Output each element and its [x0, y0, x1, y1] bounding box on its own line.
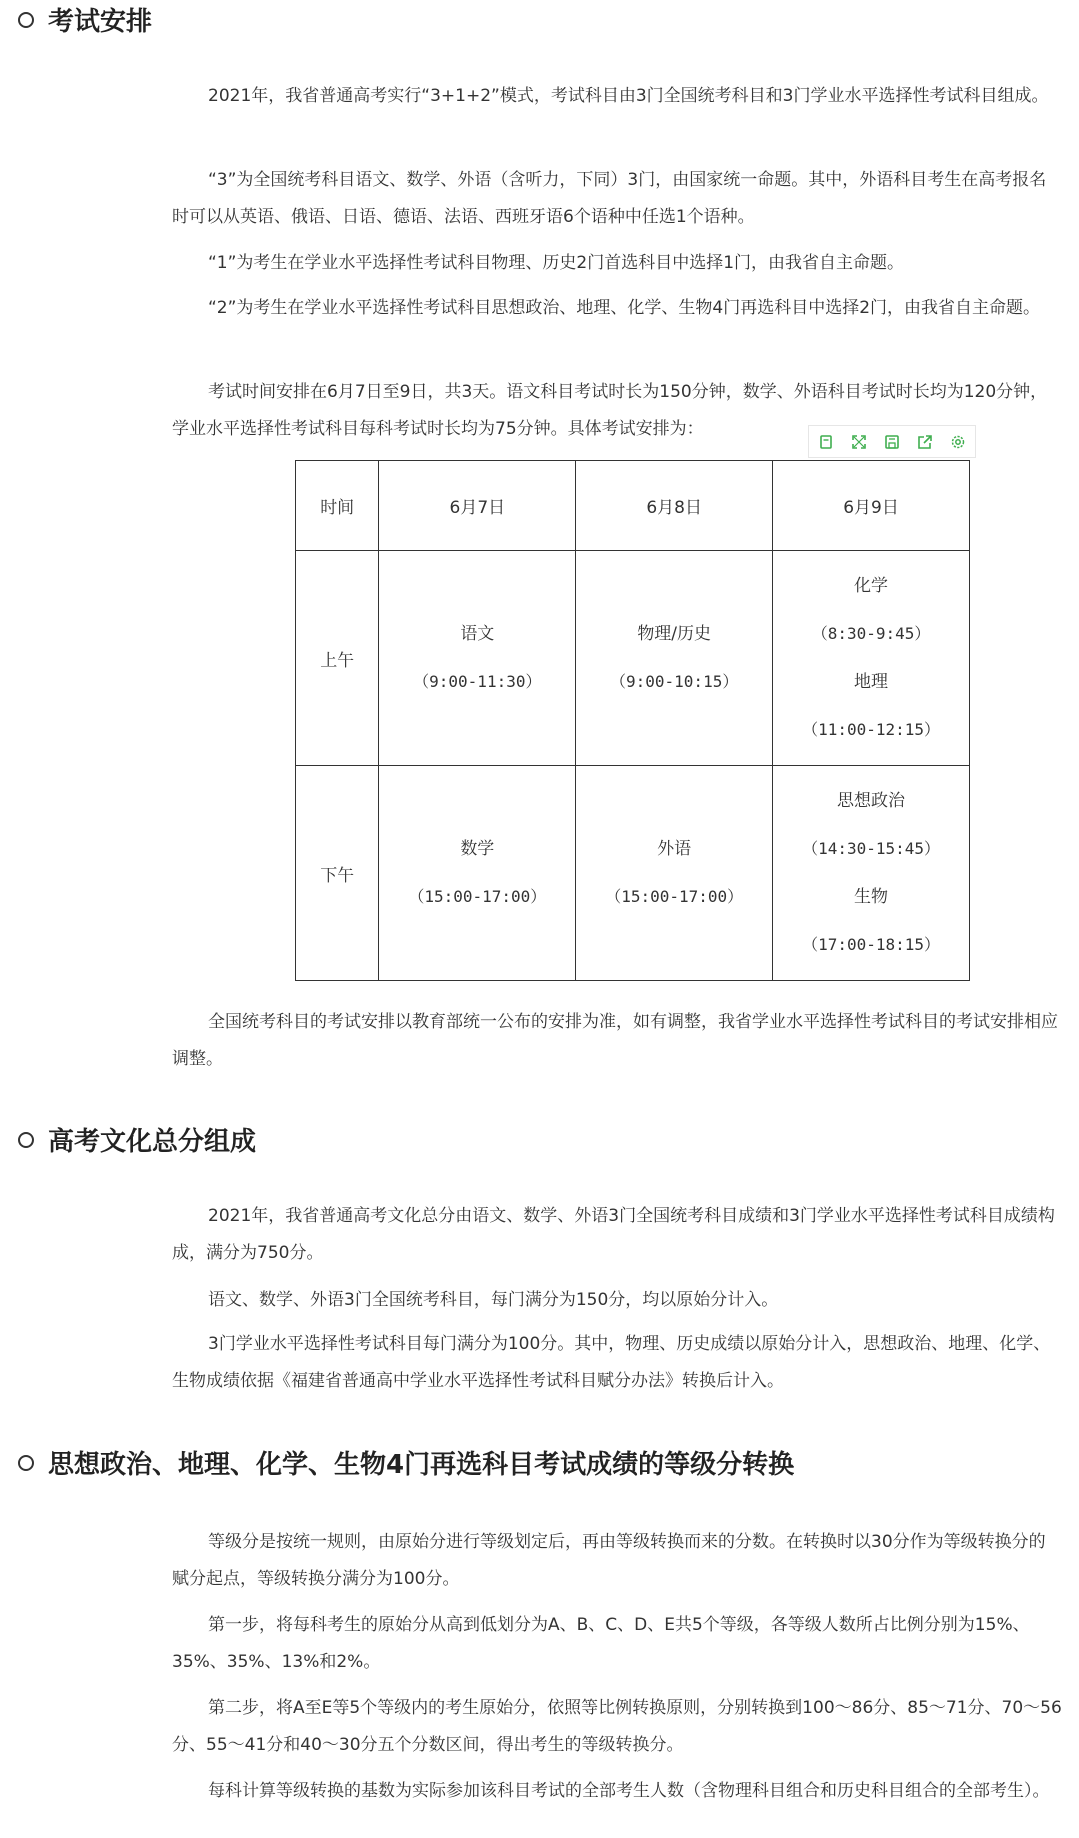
paragraph: 2021年，我省普通高考实行“3+1+2”模式，考试科目由3门全国统考科目和3门学业水平选择性考试科目组成。 [208, 86, 1049, 106]
table-row [296, 766, 970, 981]
paragraph: 全国统考科目的考试安排以教育部统一公布的安排为准，如有调整，我省学业水平选择性考试科目的考试安排相应调整。 [172, 1012, 1058, 1069]
paragraph: 考试时间安排在6月7日至9日，共3天。语文科目考试时长为150分钟，数学、外语科目考试时长均为120分钟，学业水平选择性考试科目每科考试时长均为75分钟。具体考试安排为： [172, 382, 1048, 439]
subject-name: 思想政治 [837, 791, 906, 811]
exam-time: （15:00-17:00） [605, 887, 744, 906]
paragraph: “2”为考生在学业水平选择性考试科目思想政治、地理、化学、生物4门再选科目中选择2门，由我省自主命题。 [208, 298, 1041, 318]
section-heading: 思想政治、地理、化学、生物4门再选科目考试成绩的等级分转换 [0, 1445, 1060, 1485]
table-cell [773, 766, 970, 981]
exam-time: （9:00-11:30） [413, 672, 542, 691]
table-cell [576, 766, 773, 981]
table-cell [773, 551, 970, 766]
paragraph: “1”为考生在学业水平选择性考试科目物理、历史2门首选科目中选择1门，由我省自主命题。 [208, 253, 905, 273]
circle-bullet-icon [18, 12, 34, 28]
exam-schedule-table [295, 460, 970, 981]
circle-bullet-icon [18, 1132, 34, 1148]
subject-name: 数学 [460, 839, 495, 859]
paragraph: 3门学业水平选择性考试科目每门满分为100分。其中，物理、历史成绩以原始分计入，思想政治、地理、化学、生物成绩依据《福建省普通高中学业水平选择性考试科目赋分办法》转换后计入。 [172, 1334, 1051, 1391]
save-icon[interactable] [882, 432, 902, 452]
row-label: 下午 [296, 766, 379, 981]
subject-name: 化学 [854, 576, 889, 596]
subject-name: 外语 [657, 839, 692, 859]
exam-time: （17:00-18:15） [802, 935, 941, 954]
table-cell [576, 551, 773, 766]
paragraph: 语文、数学、外语3门全国统考科目，每门满分为150分，均以原始分计入。 [208, 1290, 779, 1310]
paragraph: 第一步，将每科考生的原始分从高到低划分为A、B、C、D、E共5个等级，各等级人数所占比例分别为15%、35%、35%、13%和2%。 [172, 1615, 1030, 1672]
table-header-cell: 6月7日 [379, 461, 576, 551]
paragraph: 等级分是按统一规则，由原始分进行等级划定后，再由等级转换而来的分数。在转换时以30分作为等级转换分的赋分起点，等级转换分满分为100分。 [172, 1532, 1046, 1589]
paragraph: 每科计算等级转换的基数为实际参加该科目考试的全部考生人数（含物理科目组合和历史科目组合的全部考生）。 [208, 1781, 1050, 1801]
section-heading: 高考文化总分组成 [0, 1122, 1060, 1162]
expand-icon[interactable] [849, 432, 869, 452]
table-cell [379, 766, 576, 981]
exam-time: （14:30-15:45） [802, 839, 941, 858]
subject-name: 语文 [460, 624, 495, 644]
subject-name: 地理 [854, 672, 889, 692]
table-header-cell: 6月8日 [576, 461, 773, 551]
table-row [296, 551, 970, 766]
circle-bullet-icon [18, 1455, 34, 1471]
copy-icon[interactable] [816, 432, 836, 452]
paragraph: “3”为全国统考科目语文、数学、外语（含听力，下同）3门，由国家统一命题。其中，外语科目考生在高考报名时可以从英语、俄语、日语、德语、法语、西班牙语6个语种中任选1个语种。 [172, 170, 1047, 227]
subject-name: 生物 [854, 887, 889, 907]
table-cell [379, 551, 576, 766]
paragraph: 2021年，我省普通高考文化总分由语文、数学、外语3门全国统考科目成绩和3门学业水平选择性考试科目成绩构成，满分为750分。 [172, 1206, 1055, 1263]
exam-time: （9:00-10:15） [610, 672, 739, 691]
table-header-cell: 6月9日 [773, 461, 970, 551]
section-heading: 考试安排 [0, 2, 1060, 42]
row-label: 上午 [296, 551, 379, 766]
subject-name: 物理/历史 [637, 624, 712, 644]
settings-icon[interactable] [948, 432, 968, 452]
table-toolbar [808, 425, 976, 458]
share-icon[interactable] [915, 432, 935, 452]
exam-time: （11:00-12:15） [802, 720, 941, 739]
paragraph: 第二步，将A至E等5个等级内的考生原始分，依照等比例转换原则，分别转换到100～86分、85～71分、70～56分、55～41分和40～30分五个分数区间，得出考生的等级转换分。 [172, 1698, 1062, 1755]
exam-time: （15:00-17:00） [408, 887, 547, 906]
exam-time: （8:30-9:45） [811, 624, 931, 643]
table-header-row [296, 461, 970, 551]
table-header-cell: 时间 [296, 461, 379, 551]
